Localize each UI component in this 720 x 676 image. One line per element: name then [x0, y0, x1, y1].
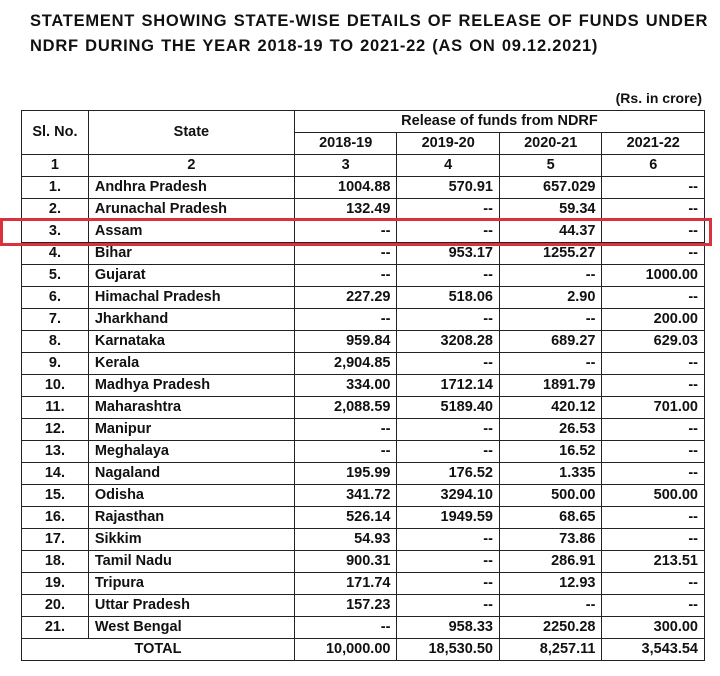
row-value: 1.335: [499, 463, 602, 485]
row-value: 176.52: [397, 463, 500, 485]
row-value: 1255.27: [499, 243, 602, 265]
row-value: --: [397, 529, 500, 551]
row-value: 701.00: [602, 397, 705, 419]
row-value: 570.91: [397, 177, 500, 199]
row-value: 900.31: [294, 551, 397, 573]
row-value: 953.17: [397, 243, 500, 265]
row-value: 73.86: [499, 529, 602, 551]
row-state-name: Karnataka: [88, 331, 294, 353]
header-state: State: [88, 111, 294, 155]
row-value: --: [602, 419, 705, 441]
funds-table: [21, 110, 705, 661]
row-value: --: [397, 309, 500, 331]
column-index: 1: [22, 155, 89, 177]
row-value: --: [294, 265, 397, 287]
row-sl-no: 17.: [22, 529, 89, 551]
row-value: --: [397, 573, 500, 595]
row-sl-no: 8.: [22, 331, 89, 353]
row-state-name: Gujarat: [88, 265, 294, 287]
row-value: --: [499, 353, 602, 375]
row-value: 518.06: [397, 287, 500, 309]
row-value: --: [294, 243, 397, 265]
row-value: 213.51: [602, 551, 705, 573]
row-sl-no: 9.: [22, 353, 89, 375]
row-value: --: [602, 375, 705, 397]
row-value: --: [602, 507, 705, 529]
row-value: --: [602, 177, 705, 199]
row-sl-no: 14.: [22, 463, 89, 485]
row-state-name: Madhya Pradesh: [88, 375, 294, 397]
header-year: 2021-22: [602, 133, 705, 155]
row-value: --: [602, 353, 705, 375]
table-row: [22, 199, 705, 221]
row-value: 54.93: [294, 529, 397, 551]
row-sl-no: 12.: [22, 419, 89, 441]
row-value: --: [499, 265, 602, 287]
row-state-name: Jharkhand: [88, 309, 294, 331]
header-year: 2020-21: [499, 133, 602, 155]
row-value: 2250.28: [499, 617, 602, 639]
row-sl-no: 3.: [22, 221, 89, 243]
total-row: [22, 639, 705, 661]
row-value: --: [294, 419, 397, 441]
row-value: --: [397, 265, 500, 287]
row-value: 526.14: [294, 507, 397, 529]
row-value: --: [602, 573, 705, 595]
row-value: 1949.59: [397, 507, 500, 529]
total-value: 8,257.11: [499, 639, 602, 661]
row-value: 629.03: [602, 331, 705, 353]
header-year: 2019-20: [397, 133, 500, 155]
row-state-name: Sikkim: [88, 529, 294, 551]
row-value: 500.00: [499, 485, 602, 507]
row-sl-no: 10.: [22, 375, 89, 397]
column-index: 6: [602, 155, 705, 177]
title-line-2: NDRF DURING THE YEAR 2018-19 TO 2021-22 (AS ON 09.12.2021): [30, 37, 599, 55]
table-row: [22, 441, 705, 463]
row-value: 334.00: [294, 375, 397, 397]
total-value: 10,000.00: [294, 639, 397, 661]
row-value: --: [602, 441, 705, 463]
row-sl-no: 20.: [22, 595, 89, 617]
row-value: 68.65: [499, 507, 602, 529]
row-value: --: [602, 199, 705, 221]
row-sl-no: 1.: [22, 177, 89, 199]
table-row: [22, 375, 705, 397]
column-index: 3: [294, 155, 397, 177]
table-header: [22, 111, 705, 177]
row-value: 132.49: [294, 199, 397, 221]
row-value: --: [602, 463, 705, 485]
row-value: 195.99: [294, 463, 397, 485]
row-value: 300.00: [602, 617, 705, 639]
row-value: --: [294, 309, 397, 331]
table-row: [22, 353, 705, 375]
row-value: --: [397, 551, 500, 573]
row-value: 1891.79: [499, 375, 602, 397]
row-sl-no: 6.: [22, 287, 89, 309]
row-sl-no: 13.: [22, 441, 89, 463]
header-year: 2018-19: [294, 133, 397, 155]
table-row: [22, 463, 705, 485]
row-sl-no: 18.: [22, 551, 89, 573]
row-state-name: Kerala: [88, 353, 294, 375]
row-value: --: [397, 221, 500, 243]
row-value: --: [397, 419, 500, 441]
row-value: --: [294, 441, 397, 463]
row-value: 689.27: [499, 331, 602, 353]
units-note: (Rs. in crore): [615, 90, 702, 106]
table-row: [22, 595, 705, 617]
row-state-name: West Bengal: [88, 617, 294, 639]
row-value: --: [397, 441, 500, 463]
row-value: 16.52: [499, 441, 602, 463]
row-value: --: [602, 529, 705, 551]
row-value: 12.93: [499, 573, 602, 595]
row-sl-no: 7.: [22, 309, 89, 331]
row-value: --: [602, 595, 705, 617]
row-value: 26.53: [499, 419, 602, 441]
row-value: 1004.88: [294, 177, 397, 199]
row-value: 959.84: [294, 331, 397, 353]
row-value: 171.74: [294, 573, 397, 595]
table-row: [22, 243, 705, 265]
title-line-1: STATEMENT SHOWING STATE-WISE DETAILS OF RELEASE OF FUNDS UNDER: [30, 12, 709, 30]
row-state-name: Odisha: [88, 485, 294, 507]
row-state-name: Bihar: [88, 243, 294, 265]
row-state-name: Meghalaya: [88, 441, 294, 463]
row-state-name: Tamil Nadu: [88, 551, 294, 573]
row-sl-no: 16.: [22, 507, 89, 529]
table-footer: [22, 639, 705, 661]
row-value: 1712.14: [397, 375, 500, 397]
row-sl-no: 15.: [22, 485, 89, 507]
row-value: 657.029: [499, 177, 602, 199]
table-row: [22, 287, 705, 309]
row-sl-no: 19.: [22, 573, 89, 595]
row-value: 500.00: [602, 485, 705, 507]
table-row: [22, 397, 705, 419]
column-index-row: [22, 155, 705, 177]
row-value: 958.33: [397, 617, 500, 639]
row-value: 286.91: [499, 551, 602, 573]
row-value: 1000.00: [602, 265, 705, 287]
row-value: 200.00: [602, 309, 705, 331]
table-row: [22, 617, 705, 639]
row-value: 59.34: [499, 199, 602, 221]
row-sl-no: 4.: [22, 243, 89, 265]
row-value: 3208.28: [397, 331, 500, 353]
total-value: 3,543.54: [602, 639, 705, 661]
row-sl-no: 5.: [22, 265, 89, 287]
table-row: [22, 529, 705, 551]
row-value: --: [294, 221, 397, 243]
row-state-name: Himachal Pradesh: [88, 287, 294, 309]
table-row: [22, 507, 705, 529]
row-value: 3294.10: [397, 485, 500, 507]
table-row: [22, 419, 705, 441]
row-sl-no: 11.: [22, 397, 89, 419]
table-row: [22, 221, 705, 243]
row-state-name: Manipur: [88, 419, 294, 441]
row-value: 341.72: [294, 485, 397, 507]
row-value: --: [397, 353, 500, 375]
row-value: 2,088.59: [294, 397, 397, 419]
row-value: 227.29: [294, 287, 397, 309]
row-state-name: Uttar Pradesh: [88, 595, 294, 617]
column-index: 4: [397, 155, 500, 177]
table-row: [22, 573, 705, 595]
row-value: 2.90: [499, 287, 602, 309]
row-value: --: [499, 309, 602, 331]
table-row: [22, 485, 705, 507]
header-sl-no: Sl. No.: [22, 111, 89, 155]
row-state-name: Assam: [88, 221, 294, 243]
table-row: [22, 331, 705, 353]
table-row: [22, 177, 705, 199]
row-value: --: [602, 221, 705, 243]
document-title: [30, 9, 709, 59]
row-state-name: Rajasthan: [88, 507, 294, 529]
row-value: 2,904.85: [294, 353, 397, 375]
table-row: [22, 551, 705, 573]
row-value: --: [602, 287, 705, 309]
row-state-name: Nagaland: [88, 463, 294, 485]
header-release-group: Release of funds from NDRF: [294, 111, 704, 133]
row-value: 5189.40: [397, 397, 500, 419]
table-body: [22, 177, 705, 639]
column-index: 2: [88, 155, 294, 177]
row-state-name: Andhra Pradesh: [88, 177, 294, 199]
row-value: --: [499, 595, 602, 617]
table-row: [22, 265, 705, 287]
row-state-name: Maharashtra: [88, 397, 294, 419]
column-index: 5: [499, 155, 602, 177]
row-value: --: [294, 617, 397, 639]
row-sl-no: 21.: [22, 617, 89, 639]
row-sl-no: 2.: [22, 199, 89, 221]
total-value: 18,530.50: [397, 639, 500, 661]
row-value: 44.37: [499, 221, 602, 243]
row-state-name: Arunachal Pradesh: [88, 199, 294, 221]
row-value: --: [397, 199, 500, 221]
row-value: --: [397, 595, 500, 617]
table-row: [22, 309, 705, 331]
row-value: --: [602, 243, 705, 265]
total-label: TOTAL: [22, 639, 295, 661]
row-state-name: Tripura: [88, 573, 294, 595]
row-value: 157.23: [294, 595, 397, 617]
row-value: 420.12: [499, 397, 602, 419]
